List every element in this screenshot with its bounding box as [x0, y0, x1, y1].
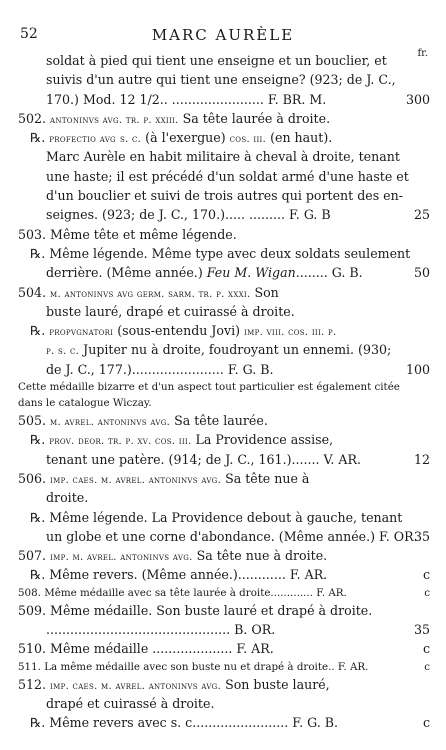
- line-text: (sous-entendu Jovi): [113, 323, 245, 339]
- line-text: Sa tête laurée à droite.: [178, 110, 331, 126]
- line-text: m. avrel. antoninvs avg.: [50, 417, 171, 429]
- line-text: Sa tête nue à: [221, 470, 310, 486]
- line-text: propvgnatori: [49, 327, 114, 339]
- line-text: ℞. Même revers. (Même année.)............ F. AR.: [30, 567, 328, 583]
- line-text: 510. Même médaille .................... F. AR.: [18, 641, 274, 657]
- entry-line: [18, 659, 430, 675]
- price-value: 35: [413, 528, 430, 544]
- entry-line: [18, 340, 430, 359]
- page-title: MARC AURÈLE: [151, 26, 295, 44]
- line-text: 170.) Mod. 12 1/2.. ....................... F. BR. M.: [46, 91, 327, 107]
- line-text: suivis d'un autre qui tient une enseigne? (923; de J. C.,: [46, 72, 396, 88]
- entry-line: [18, 360, 430, 379]
- price-value: 50: [413, 265, 430, 281]
- line-text: 508. Même médaille avec sa tête laurée à droite............. F. AR.: [18, 586, 347, 599]
- line-text: Sa tête nue à droite.: [192, 548, 328, 564]
- line-text: .............................................. B. OR.: [46, 622, 276, 638]
- line-text: antoninvs avg. tr. p. xxiii.: [50, 114, 179, 126]
- line-text: seignes. (923; de J. C., 170.)..... ......... F. G. B: [46, 207, 331, 223]
- entry-line: [18, 620, 430, 639]
- line-text: Son buste lauré,: [221, 676, 330, 692]
- price-value: c: [422, 715, 430, 731]
- line-text: ℞. Même revers avec s. c........................ F. G. B.: [30, 715, 338, 731]
- line-text: Sa tête laurée.: [170, 413, 268, 429]
- line-text: Jupiter nu à droite, foudroyant un ennemi. (930;: [79, 342, 392, 358]
- line-text: de J. C., 177.)....................... F. G. B.: [46, 361, 274, 377]
- price-value: c: [422, 567, 430, 583]
- line-text: d'un bouclier et suivi de trois autres qui portent des en-: [46, 188, 404, 204]
- entry-line: [18, 713, 430, 732]
- entry-line: [18, 90, 430, 109]
- entry-line: [18, 263, 430, 282]
- entry-line: [18, 639, 430, 658]
- line-text: 506.: [18, 470, 51, 486]
- entry-line: [18, 601, 430, 620]
- entry-line: [18, 508, 430, 527]
- price-value: 100: [405, 361, 430, 377]
- entry-line: [18, 395, 430, 411]
- price-value: 35: [413, 622, 430, 638]
- price-unit: fr.: [417, 48, 428, 59]
- line-text: 509. Même médaille. Son buste lauré et drapé à droite.: [18, 602, 373, 618]
- line-text: 511. La même médaille avec son buste nu et drapé à droite.. F. AR.: [18, 660, 369, 673]
- price-value: 300: [405, 91, 430, 107]
- line-text: ........ G. B.: [295, 265, 363, 281]
- entry-line: [18, 205, 430, 224]
- price-value: c: [424, 660, 430, 673]
- line-text: 503. Même tête et même légende.: [18, 226, 237, 242]
- line-text: (à l'exergue): [141, 130, 230, 146]
- entry-line: [18, 244, 430, 263]
- line-text: Cette médaille bizarre et d'un aspect tout particulier est également citée: [18, 381, 400, 394]
- line-text: 507.: [18, 548, 51, 564]
- price-value: 25: [413, 207, 430, 223]
- entry-line: [18, 302, 430, 321]
- line-text: imp. m. avrel. antoninvs avg.: [50, 552, 193, 564]
- line-text: ℞.: [30, 323, 50, 339]
- entry-line: [18, 186, 430, 205]
- entry-line: [18, 70, 430, 89]
- line-text: derrière. (Même année.): [46, 265, 207, 281]
- line-text: imp. viii. cos. iii. p.: [244, 327, 337, 339]
- line-text: 505.: [18, 413, 51, 429]
- price-value: 12: [413, 451, 430, 467]
- line-text: droite.: [46, 490, 89, 506]
- line-text: imp. caes. m. avrel. antoninvs avg.: [50, 680, 222, 692]
- entry-line: [18, 128, 430, 147]
- entry-line: [18, 585, 430, 601]
- line-text: buste lauré, drapé et cuirassé à droite.: [46, 303, 295, 319]
- entry-line: [18, 565, 430, 584]
- line-text: tenant une patère. (914; de J. C., 161.)....... V. AR.: [46, 451, 361, 467]
- entry-line: [18, 167, 430, 186]
- catalogue-text: [18, 51, 430, 733]
- line-text: imp. caes. m. avrel. antoninvs avg.: [50, 474, 222, 486]
- entry-line: [18, 321, 430, 340]
- line-text: ℞. Même légende. La Providence debout à gauche, tenant: [30, 509, 403, 525]
- entry-line: [18, 283, 430, 302]
- line-text: ℞.: [30, 432, 50, 448]
- entry-line: [18, 379, 430, 395]
- line-text: drapé et cuirassé à droite.: [46, 695, 215, 711]
- line-text: une haste; il est précédé d'un soldat armé d'une haste et: [46, 168, 409, 184]
- entry-line: [18, 488, 430, 507]
- price-value: c: [424, 586, 430, 599]
- entry-line: [18, 430, 430, 449]
- entry-line: [18, 411, 430, 430]
- line-text: soldat à pied qui tient une enseigne et un bouclier, et: [46, 53, 387, 68]
- line-text: La Providence assise,: [191, 432, 334, 448]
- line-text: cos. iii.: [229, 134, 267, 146]
- price-value: c: [422, 641, 430, 657]
- entry-line: [18, 109, 430, 128]
- line-text: s. c.: [119, 134, 142, 146]
- line-text: 502.: [18, 110, 51, 126]
- line-text: m. antoninvs avg germ. sarm. tr. p. xxxi.: [50, 288, 251, 300]
- line-text: Feu M. Wigan: [206, 265, 296, 281]
- entry-line: [18, 51, 430, 70]
- line-text: dans le catalogue Wiczay.: [18, 397, 152, 410]
- line-text: ℞. Même légende. Même type avec deux soldats seulement: [30, 245, 411, 261]
- entry-line: [18, 546, 430, 565]
- line-text: (en haut).: [266, 130, 333, 146]
- line-text: 504.: [18, 284, 51, 300]
- page-header: [0, 26, 446, 59]
- line-text: 512.: [18, 676, 51, 692]
- line-text: p. s. c.: [46, 346, 80, 358]
- line-text: ℞.: [30, 130, 50, 146]
- entry-line: [18, 469, 430, 488]
- line-text: Son: [250, 284, 279, 300]
- entry-line: [18, 225, 430, 244]
- line-text: un globe et une corne d'abondance. (Même année.) F. OR.: [46, 528, 418, 544]
- entry-line: [18, 147, 430, 166]
- entry-line: [18, 450, 430, 469]
- entry-line: [18, 694, 430, 713]
- line-text: prov. deor. tr. p. xv. cos. iii.: [49, 436, 192, 448]
- entry-line: [18, 675, 430, 694]
- entry-line: [18, 527, 430, 546]
- line-text: Marc Aurèle en habit militaire à cheval à droite, tenant: [46, 149, 400, 165]
- page-number: 52: [20, 26, 38, 42]
- line-text: profectio avg: [49, 134, 116, 146]
